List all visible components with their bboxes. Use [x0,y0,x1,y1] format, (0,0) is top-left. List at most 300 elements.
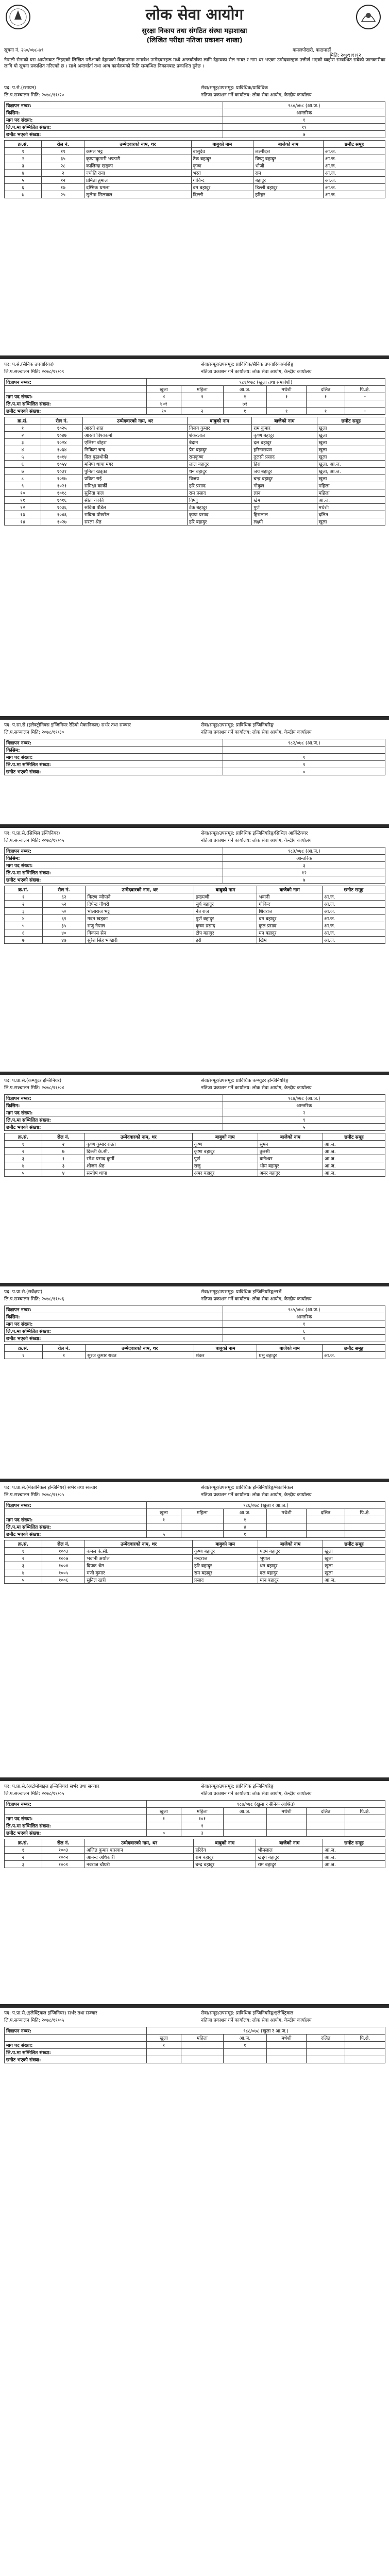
summary-cell: ९८१/०७८ (खुला तथा समावेशी) [146,379,385,386]
candidate-cell: १०४७ [41,432,82,439]
summary-cell: १ [181,1822,223,1829]
summary-cell: छनौट भएको संख्या: [5,1124,223,1131]
quota-row [5,1822,385,1829]
candidate-cell: २ [42,1141,84,1148]
candidate-cell: भोजी [253,162,324,170]
summary-cell: मधेशी [266,1808,306,1815]
candidate-cell: चन्द्र बहादुर [252,475,317,482]
candidate-cell: शंकर [194,1352,257,1359]
service-group: सेवा/समूह/उपसमूह: प्राविधिक इन्जिनियरिङ्ग/मेकानिकल [201,1485,293,1490]
summary-row [5,1102,385,1109]
candidate-cell: २ [5,1555,42,1562]
quota-row [5,1815,385,1822]
summary-cell: महिला [181,386,223,393]
summary-cell: ९८२/०७८ (आ.ज.) [223,739,385,747]
candidate-row [5,453,385,461]
summary-cell: किसिम: [5,109,223,116]
summary-cell: १ [223,1320,385,1328]
summary-cell [181,1523,223,1531]
candidate-cell: १३ [5,511,41,518]
summary-cell: आ.ज. [223,1808,266,1815]
candidates-header-row [5,886,385,893]
summary-cell [5,1509,147,1516]
candidate-row [5,1569,385,1577]
candidate-cell: हिरा [252,461,317,468]
candidate-cell: १००१ [42,1861,84,1868]
summary-cell [146,2049,181,2056]
candidate-cell: सन्तोष थापा [85,1170,193,1177]
exam-date: लि.प.सञ्चालन मिति: २०७८/११/०६ [4,1297,64,1302]
candidate-cell: धन बहादुर [187,468,251,475]
candidates-table [4,1540,385,1584]
candidate-cell: कुल प्रसाद [257,922,323,929]
column-header: बाबुको नाम [194,1345,257,1352]
quota-header-row [5,1509,385,1516]
summary-cell [307,2056,345,2063]
section-divider [0,1072,389,1075]
candidate-cell: १००६ [42,1577,84,1584]
candidate-row [5,1555,385,1562]
summary-cell [223,2056,266,2063]
candidate-cell: ५ [5,1170,42,1177]
summary-cell: खुला [146,386,181,393]
summary-cell: १ [223,393,266,400]
candidate-cell: पुनिता खड्का [82,468,187,475]
candidate-cell: ३ [5,1155,42,1162]
exam-date: लि.प.सञ्चालन मिति: २०७८/११/०५ [4,1493,64,1498]
summary-cell [307,1516,345,1523]
post-name: पद: प.प्रा.से.(सिभिल इन्जिनियर) [4,831,60,836]
candidate-cell: खुला [323,1548,385,1555]
candidate-cell: गोविन्द [257,901,323,908]
candidate-cell: आ.ज. [323,1141,385,1148]
summary-cell: लि.प.मा सम्मिलित संख्या: [5,2049,147,2056]
candidate-cell: खुला [317,432,385,439]
column-header: बाजेको नाम [258,1133,323,1141]
summary-cell [345,1822,385,1829]
candidate-cell: मन बहादुर [257,929,323,937]
candidate-cell: ४ [5,1569,42,1577]
candidate-cell: राम बहादुर [256,1861,323,1868]
candidate-cell: १००३ [42,1548,84,1555]
column-header: रोल नं. [41,417,82,425]
summary-cell [223,1829,266,1837]
candidate-cell: खुला [317,425,385,432]
exam-date: लि.प.सञ्चालन मिति: २०७८/११/०५ [4,838,64,843]
summary-cell: दलित [307,1509,345,1516]
candidate-cell: खुला [323,1569,385,1577]
candidate-cell: प्रविता राई [82,475,187,482]
candidate-cell: गोविन्द [191,177,253,184]
result-office: नतिजा प्रकाशन गर्ने कार्यालय: लोक सेवा आयोग, केन्द्रीय कार्यालय [201,2018,312,2023]
summary-cell [146,1523,181,1531]
candidate-cell: ४ [5,915,43,922]
summary-cell: खुला [146,1808,181,1815]
candidate-cell: शीजन श्रेष्ठ [85,1162,193,1170]
candidate-cell: १० [5,489,41,497]
post-name: पद: प.प्रा.से.(इलेक्ट्रिकल इन्जिनियर) सर्भर तथा सञ्चार [4,2011,97,2016]
candidate-cell: ४ [42,1170,84,1177]
summary-cell: १ [146,1516,181,1523]
intro-paragraph: नेपाली सेनाको यस आयोगबाट लिइएको लिखित परीक्षाको देहायको विज्ञापनमा समावेश उम्मेदवारहरू मध्ये अन्तर्वार्ताका लागि देहायका रोल नम्बर र नाम थर भएका उम्मेदवारहरू उत्तीर्ण भएको व्यहोरा सम्बन्धित सबैको जानकारीका लागि यो सूचना प्रकाशित गरिएको छ । साथै अन्तर्वार्ता तथा अन्य कार्यक्रमको मिति सम्बन्धित निकायबाट प्रकाशित हुनेछ । [4,58,385,69]
adv-row [5,379,385,386]
summary-cell: छनौट भएको संख्या: [5,408,147,415]
summary-cell: ५ [223,1124,385,1131]
summary-cell: १ [223,1335,385,1342]
candidate-cell: ५ [5,922,43,929]
summary-cell: माग पद संख्या: [5,2042,147,2049]
summary-cell: महिला [181,1808,223,1815]
candidate-cell: ज्योति राना [84,170,191,177]
candidate-cell: २ [42,170,84,177]
summary-cell: आन्तरिक [223,1313,385,1320]
summary-cell: ७ [223,131,385,138]
section-divider [0,1777,389,1781]
candidate-cell: खुला, आ.ज. [317,468,385,475]
candidate-cell: १००३ [42,1846,84,1854]
candidate-cell: आ.ज. [323,1155,385,1162]
candidate-row [5,915,385,922]
summary-cell [307,1531,345,1538]
column-header: बाबुको नाम [194,886,257,893]
result-office: नतिजा प्रकाशन गर्ने कार्यालय: लोक सेवा आयोग, केन्द्रीय कार्यालय [201,730,312,735]
summary-cell [223,1822,266,1829]
candidate-cell: खुला [317,518,385,526]
exam-date: लि.प.सञ्चालन मिति: २०७८/११/०४ [4,1086,64,1091]
summary-cell: आ.ज. [223,1509,266,1516]
candidate-cell: गोकुल [252,482,317,489]
summary-cell [307,1829,345,1837]
summary-table [4,739,385,775]
column-header: रोल नं. [42,141,84,148]
summary-cell: माग पद संख्या: [5,393,147,400]
candidate-cell: हरी [194,937,257,944]
candidate-cell: ३ [42,1162,84,1170]
candidate-row [5,177,385,184]
candidate-cell: २ [5,1148,42,1155]
candidate-cell: अजित कुमार पासवान [84,1846,193,1854]
candidate-cell: शिवराज [257,908,323,915]
summary-table [4,101,385,138]
summary-row [5,1124,385,1131]
column-header: बाबुको नाम [193,1540,258,1548]
summary-cell [307,2042,345,2049]
candidate-row [5,461,385,468]
candidate-cell: राम बहादुर [194,1854,256,1861]
candidate-cell: समिक्षा कार्की [82,482,187,489]
candidate-row [5,170,385,177]
candidate-cell: ७ [5,191,42,198]
candidate-cell: ६१ [42,915,86,922]
summary-cell: ९८४/०७८ (आ.ज.) [223,1095,385,1102]
candidate-cell: दल बहादुर [258,1569,323,1577]
candidate-cell: लाल बहादुर [187,461,251,468]
candidates-table [4,417,385,526]
section-divider [0,355,389,359]
section-divider [0,2004,389,2008]
summary-cell: लि.प.मा सम्मिलित संख्या: [5,1116,223,1124]
candidate-cell: टोप बहादुर [194,929,257,937]
summary-cell [146,2056,181,2063]
quota-row [5,1829,385,1837]
candidate-cell: १७ [42,184,84,191]
summary-cell: १ [266,393,306,400]
column-header: बाबुको नाम [191,141,253,148]
candidate-row [5,475,385,482]
summary-cell [266,2056,306,2063]
candidate-row [5,1846,385,1854]
column-header: क्र.सं. [5,1839,42,1846]
summary-row [5,1095,385,1102]
summary-cell: आन्तरिक [223,855,385,862]
candidate-row [5,439,385,446]
summary-cell: मधेशी [266,2035,306,2042]
summary-cell: छनौट भएको संख्या: [5,768,223,775]
summary-cell: लि.प.मा सम्मिलित संख्या: [5,400,147,408]
summary-row [5,1116,385,1124]
column-header: छनौट समूह [323,1133,385,1141]
summary-cell [266,2042,306,2049]
candidate-cell: आ.ज. [322,915,385,922]
candidate-cell: ११ [42,148,84,155]
candidate-cell: २८ [42,162,84,170]
candidate-cell: ४ [5,446,41,453]
candidate-cell: दिल्ली के.सी. [85,1148,193,1155]
candidate-cell: आ.ज. [322,1352,385,1359]
summary-table [4,1501,385,1538]
candidate-cell: आ.ज. [323,1846,385,1854]
candidate-cell: चन्द्र बहादुर [194,1861,256,1868]
summary-cell: छनौट भएको संख्या: [5,1531,147,1538]
candidate-cell: १ [5,893,43,901]
commission-title: लोक सेवा आयोग [145,6,244,24]
candidate-cell: आ.ज. [323,1148,385,1155]
summary-cell: ९ [223,1116,385,1124]
section-divider [0,1283,389,1286]
adv-row [5,1801,385,1808]
candidate-cell: राम बहादुर [193,1569,258,1577]
candidate-cell: दम बहादुर [191,184,253,191]
candidate-row [5,162,385,170]
summary-row [5,131,385,138]
notice-date: मिति: २०७९।१।१२ [330,53,361,58]
summary-cell [307,400,345,408]
candidate-cell: आ.ज. [322,922,385,929]
summary-cell [266,1822,306,1829]
candidate-row [5,518,385,526]
candidates-table [4,140,385,198]
summary-row [5,1313,385,1320]
candidate-cell: आ.ज. [322,893,385,901]
summary-cell: माग पद संख्या: [5,1815,147,1822]
candidate-cell: १ [5,1141,42,1148]
candidate-row [5,1162,385,1170]
summary-cell: १ [223,1516,266,1523]
candidate-cell: आ.ज. [323,1162,385,1170]
summary-table [4,378,385,415]
summary-cell: लि.प.मा सम्मिलित संख्या: [5,761,223,768]
candidate-cell: आ.ज. [323,162,385,170]
exam-date: लि.प.सञ्चालन मिति: २०७८/११/२० [4,93,64,98]
candidate-cell: १०३६ [41,504,82,511]
summary-cell: किसिम: [5,1102,223,1109]
candidate-cell: कृष्ण [191,162,253,170]
summary-cell: पि.क्षे. [345,386,385,393]
summary-cell: माग पद संख्या: [5,1109,223,1116]
candidate-cell: भरत [191,170,253,177]
column-header: बाबुको नाम [187,417,251,425]
result-office: नतिजा प्रकाशन गर्ने कार्यालय: लोक सेवा आयोग, केन्द्रीय कार्यालय [201,838,312,843]
summary-cell [345,400,385,408]
candidate-cell: वानेश्वर [258,1155,323,1162]
candidate-cell: दलित [317,511,385,518]
summary-cell: माग पद संख्या: [5,754,223,761]
column-header: बाजेको नाम [256,1839,323,1846]
column-header: बाजेको नाम [257,886,323,893]
summary-cell [181,2042,223,2049]
candidate-cell: आ.ज. [322,937,385,944]
summary-cell: माग पद संख्या: [5,1516,147,1523]
candidate-cell: ३५ [42,922,86,929]
candidate-cell: कृष्ण बहादुर [252,432,317,439]
summary-table [4,1800,385,1837]
summary-row [5,1320,385,1328]
candidate-cell: ५ [5,1577,42,1584]
candidate-cell: लक्ष्मी [252,518,317,526]
candidate-cell: सुनिल खत्री [85,1577,193,1584]
summary-cell: १ [266,408,306,415]
candidate-cell: कृष्ण प्रसाद [187,511,251,518]
summary-cell: ९८७/०७८ (खुला र सैनिक आश्रित) [146,1801,385,1808]
summary-cell: १९ [223,124,385,131]
quota-header-row [5,386,385,393]
candidate-cell: इन्द्रमणी [194,893,257,901]
candidate-cell: २ [5,155,42,162]
summary-row [5,1306,385,1313]
candidate-cell: निकिता चन्द [82,446,187,453]
summary-cell: आन्तरिक [223,1102,385,1109]
candidate-cell: ७ [5,468,41,475]
candidate-cell: रमेश प्रसाद कुर्मी [85,1155,193,1162]
summary-cell: १०१ [181,1815,223,1822]
summary-cell [181,1531,223,1538]
candidate-cell: दल बहादुर [252,439,317,446]
candidate-row [5,489,385,497]
summary-row [5,754,385,761]
candidate-cell: १०३४ [41,446,82,453]
summary-row [5,102,385,109]
candidate-cell: आ.ज. [323,177,385,184]
candidate-row [5,432,385,439]
section-divider [0,1479,389,1482]
summary-cell: विज्ञापन नम्बर: [5,739,223,747]
column-header: बाजेको नाम [252,417,317,425]
summary-cell: छनौट भएको संख्या: [5,2056,147,2063]
result-office: नतिजा प्रकाशन गर्ने कार्यालय: लोक सेवा आयोग, केन्द्रीय कार्यालय [201,1297,312,1302]
candidate-cell: विकास सेन [86,929,194,937]
column-header: क्र.सं. [5,886,43,893]
candidate-row [5,937,385,944]
summary-cell: दलित [307,2035,345,2042]
candidate-cell: आरती विश्वकर्मा [82,432,187,439]
summary-cell [345,2049,385,2056]
candidate-cell: जय बहादुर [252,468,317,475]
summary-cell: पि.क्षे. [345,1509,385,1516]
result-office: नतिजा प्रकाशन गर्ने कार्यालय: लोक सेवा आयोग, केन्द्रीय कार्यालय [201,369,312,375]
quota-row [5,1531,385,1538]
candidate-cell: १०१६ [41,497,82,504]
candidate-row [5,1170,385,1177]
summary-cell: छनौट भएको संख्या: [5,1335,223,1342]
candidate-cell: ६ [5,929,43,937]
summary-cell: १२ [223,869,385,876]
candidates-table [4,1839,385,1868]
candidate-cell: भीम बहादुर [258,1162,323,1170]
summary-row [5,768,385,775]
summary-cell: महिला [181,2035,223,2042]
candidate-cell: डिल्ली बहादुर [253,184,324,191]
column-header: उम्मेदवारको नाम, थर [86,1345,194,1352]
summary-cell: आ.ज. [223,386,266,393]
candidate-cell: आ.ज. [323,155,385,162]
candidate-cell: ६ [5,461,41,468]
summary-cell: ५ [146,1531,181,1538]
summary-cell [223,747,385,754]
column-header: छनौट समूह [322,886,385,893]
summary-cell [345,1516,385,1523]
candidate-cell: बासुदेव [191,148,253,155]
column-header: छनौट समूह [322,1345,385,1352]
candidate-cell: ३ [5,1861,42,1868]
summary-cell: - [345,393,385,400]
summary-cell: ७१ [223,400,266,408]
summary-cell: आ.ज. [223,2035,266,2042]
summary-cell: पि.क्षे. [345,2035,385,2042]
quota-row [5,1523,385,1531]
candidate-cell: टेक बहादुर [187,504,251,511]
summary-table [4,847,385,884]
quota-row [5,408,385,415]
summary-cell [5,1808,147,1815]
candidate-cell: खुला, आ.ज. [317,461,385,468]
summary-cell [345,1829,385,1837]
column-header: उम्मेदवारको नाम, थर [82,417,187,425]
candidate-cell: पुर्ण [252,504,317,511]
service-group: सेवा/समूह/उपसमूह: प्राविधिक इन्जिनियरिङ्ग/इलेक्ट्रिकल [201,2011,294,2016]
candidate-cell: पुर्ण [192,1155,258,1162]
candidate-cell: आ.ज. [323,1577,385,1584]
candidate-cell: कृष्ण [192,1141,258,1148]
exam-date: लि.प.सञ्चालन मिति: २०७८/११/०५ [4,2018,64,2023]
candidate-cell: सविता पोखरेल [82,511,187,518]
candidate-row [5,184,385,191]
summary-cell: खुला [146,1509,181,1516]
candidate-row [5,446,385,453]
column-header: बाबुको नाम [192,1133,258,1141]
summary-cell: १ [223,408,266,415]
candidate-cell: सुरेश सिंह भण्डारी [86,937,194,944]
candidate-row [5,901,385,908]
exam-date: लि.प.सञ्चालन मिति: २०७८/११/३० [4,730,64,735]
exam-date: लि.प.सञ्चालन मिति: २०७८/११/०९ [4,369,64,375]
candidate-cell: रामकृष्ण [187,453,251,461]
column-header: क्र.सं. [5,1540,42,1548]
summary-row [5,869,385,876]
candidate-cell: ३ [5,1562,42,1569]
candidate-cell: खुला [317,446,385,453]
candidate-cell: नवराज चौधरी [84,1861,193,1868]
summary-cell: छनौट भएको संख्या: [5,131,223,138]
